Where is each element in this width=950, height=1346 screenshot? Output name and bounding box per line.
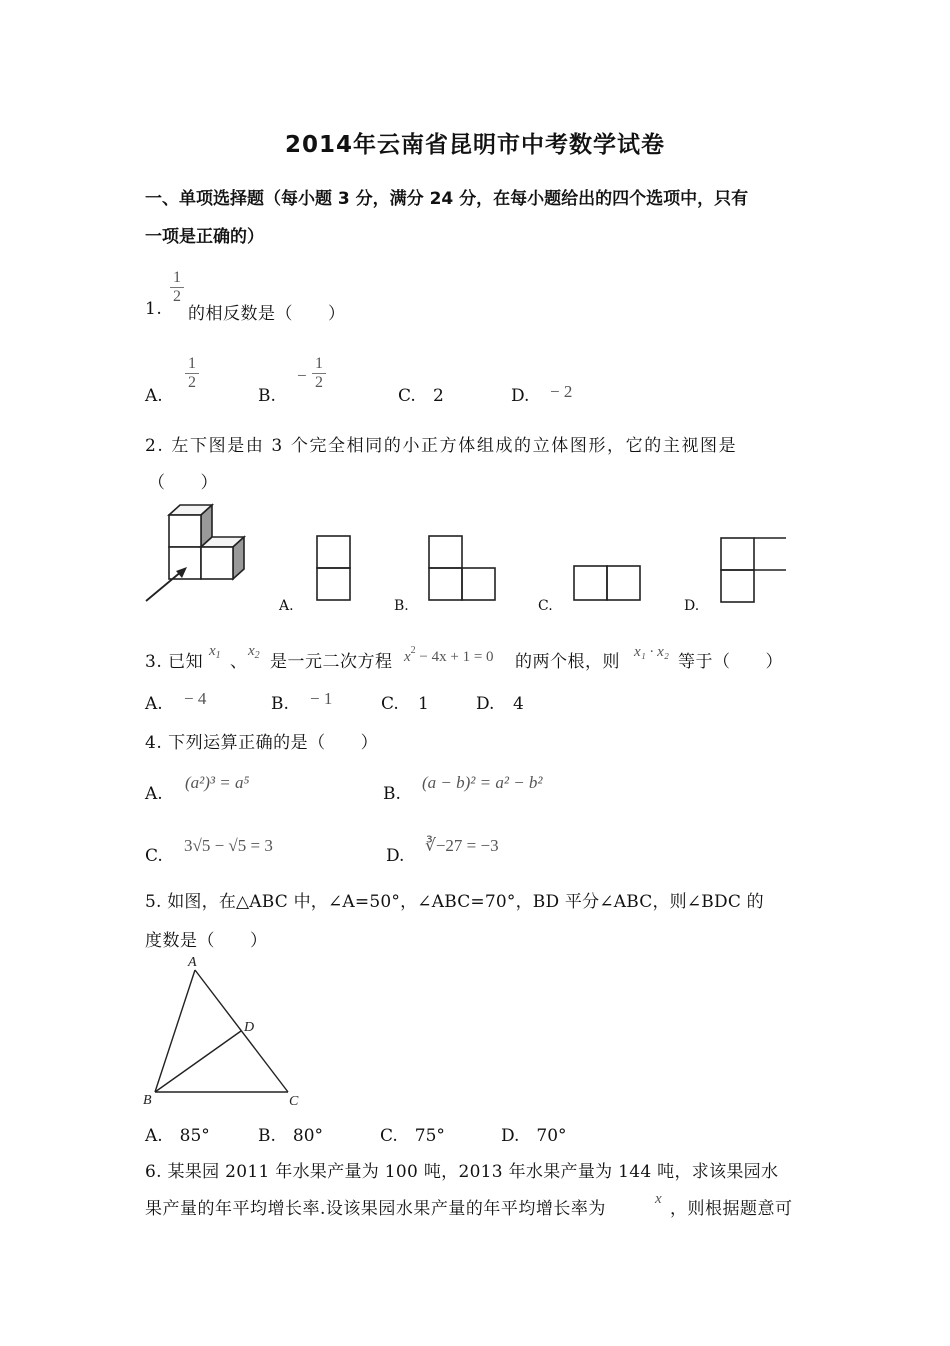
viewing-arrow [146, 567, 187, 601]
q3-mid: 是一元二次方程 [270, 652, 393, 672]
q1-option-b-label: B. [258, 386, 276, 406]
q2-option-b-figure [428, 535, 498, 603]
q6-text-line1: 6. 某果园 2011 年水果产量为 100 吨，2013 年水果产量为 144 吨，求该果园水 [145, 1162, 779, 1182]
q1-option-b-fraction [312, 356, 326, 391]
q1-option-a-num: 1 [188, 355, 196, 372]
vertex-label-b: B [143, 1093, 152, 1108]
q1-option-b-den: 2 [315, 374, 323, 391]
q2-cube-figure [140, 500, 260, 610]
q3-prefix: 3. 已知 [145, 652, 204, 672]
q4-option-a-label: A. [145, 784, 163, 804]
q2-option-a-label: A. [279, 598, 294, 614]
q2-text-line2: （ ） [148, 473, 218, 493]
q2-option-c-figure [573, 565, 643, 603]
q3-option-a-label: A. [145, 694, 163, 714]
q3-mid2: 的两个根，则 [515, 652, 620, 672]
q3-suffix: 等于（ ） [678, 652, 783, 672]
q5-option-d: D. 70° [501, 1126, 567, 1146]
q3-eq-exp: 2 [410, 645, 416, 656]
q5-option-b: B. 80° [258, 1126, 324, 1146]
q3-option-c-value: 1 [418, 694, 429, 714]
q1-frac-den: 2 [173, 288, 181, 305]
q1-fraction [170, 270, 184, 305]
page-title: 2014年云南省昆明市中考数学试卷 [284, 132, 665, 158]
q3-option-a-value: − 4 [184, 689, 207, 708]
q1-option-a-label: A. [145, 386, 163, 406]
q2-option-c-label: C. [538, 598, 553, 614]
q3-option-d-label: D. [476, 694, 495, 714]
q1-option-a-den: 2 [188, 374, 196, 391]
q4-option-a-expr: (a²)³ = a⁵ [185, 773, 250, 792]
q5-triangle-figure [140, 952, 310, 1112]
q3-eq-x: x [404, 649, 411, 665]
side-ab [155, 970, 195, 1092]
point-label-d: D [244, 1020, 255, 1035]
q5-text-line1: 5. 如图，在△ABC 中，∠A=50°，∠ABC=70°，BD 平分∠ABC，则∠BDC 的 [145, 892, 764, 912]
q4-option-b-expr: (a − b)² = a² − b² [422, 773, 543, 792]
q3-option-b-label: B. [271, 694, 289, 714]
q2-option-a-figure [316, 535, 352, 603]
q3-x1-var: x [209, 643, 216, 659]
vertex-label-a: A [188, 955, 197, 970]
q5-text-line2: 度数是（ ） [145, 931, 268, 951]
cube-bottom-left-front [169, 547, 201, 579]
q1-option-d-label: D. [511, 386, 530, 406]
q1-option-b-num: 1 [315, 355, 323, 372]
q2-option-b-label: B. [394, 598, 409, 614]
q3-x1 [209, 643, 221, 661]
q3-option-d-value: 4 [513, 694, 524, 714]
q1-option-c-value: 2 [433, 386, 444, 406]
q1-option-b-sign: − [297, 366, 307, 385]
q4-option-c-expr: 3√5 − √5 = 3 [184, 836, 273, 855]
vertex-label-c: C [289, 1094, 299, 1109]
q3-option-b-value: − 1 [310, 689, 333, 708]
q4-text: 4. 下列运算正确的是（ ） [145, 733, 379, 753]
q2-text-line1: 2. 左下图是由 3 个完全相同的小正方体组成的立体图形，它的主视图是 [145, 436, 738, 456]
cube-top-front [169, 515, 201, 547]
q5-option-c: C. 75° [380, 1126, 445, 1146]
q3-x2 [248, 643, 260, 661]
q4-option-d-label: D. [386, 846, 405, 866]
q5-option-a: A. 85° [145, 1126, 210, 1146]
q3-x2-var: x [248, 643, 255, 659]
q6-text-line2b: ，则根据题意可 [670, 1199, 793, 1219]
q3-equation [404, 645, 494, 666]
q1-option-a-fraction [185, 356, 199, 391]
q3-eq-rest: − 4x + 1 = 0 [415, 649, 494, 665]
q1-option-d-value: − 2 [550, 382, 573, 401]
q3-option-c-label: C. [381, 694, 399, 714]
q6-variable-x: x [655, 1191, 662, 1207]
q1-number: 1. [145, 299, 163, 319]
bisector-bd [155, 1031, 241, 1092]
section-heading-line1: 一、单项选择题（每小题 3 分，满分 24 分，在每小题给出的四个选项中，只有 [145, 189, 749, 209]
q1-option-c-label: C. [398, 386, 416, 406]
q3-product: x₁ · x₂ [634, 644, 669, 660]
section-heading-line2: 一项是正确的） [145, 227, 264, 247]
side-ac [195, 970, 288, 1092]
q4-option-c-label: C. [145, 846, 163, 866]
q3-separator: 、 [230, 652, 248, 672]
q1-frac-num: 1 [173, 269, 181, 286]
q3-x2-sub: 2 [254, 650, 260, 661]
cube-bottom-right-front [201, 547, 233, 579]
q2-option-d-figure [720, 537, 790, 605]
q2-option-d-label: D. [684, 598, 700, 614]
q4-option-d-expr: ∛−27 = −3 [425, 836, 499, 855]
q4-option-b-label: B. [383, 784, 401, 804]
q3-x1-sub: 1 [215, 650, 221, 661]
q6-text-line2a: 果产量的年平均增长率.设该果园水果产量的年平均增长率为 [145, 1199, 606, 1219]
q1-text: 的相反数是（ ） [188, 304, 346, 324]
